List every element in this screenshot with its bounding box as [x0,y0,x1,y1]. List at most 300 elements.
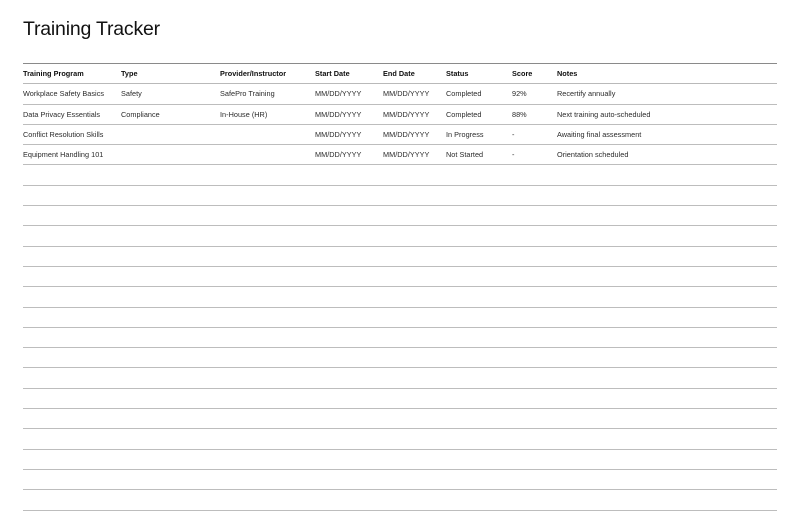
column-header-status[interactable] [446,64,512,84]
empty-cell-provider[interactable] [220,429,315,449]
empty-cell-type[interactable] [121,348,220,368]
empty-cell-provider[interactable] [220,226,315,246]
column-header-label: Start Date [315,69,350,78]
empty-table-row[interactable] [23,368,777,388]
cell-text: SafePro Training [220,89,275,99]
cell-text [383,490,446,509]
empty-cell-end[interactable] [383,449,446,469]
cell-text [383,409,446,428]
empty-cell-start[interactable] [315,246,383,266]
cell-text [220,165,315,184]
cell-text [220,247,315,266]
cell-text [220,308,315,327]
cell-text [446,490,512,509]
cell-text [220,328,315,347]
cell-text [512,186,557,205]
empty-cell-status[interactable] [446,368,512,388]
empty-cell-type[interactable] [121,368,220,388]
empty-table-row[interactable] [23,388,777,408]
empty-cell-type[interactable] [121,490,220,510]
cell-text [23,409,121,428]
empty-table-row[interactable] [23,490,777,510]
empty-cell-type[interactable] [121,246,220,266]
empty-cell-type[interactable] [121,307,220,327]
empty-cell-notes[interactable] [557,429,777,449]
table-row[interactable] [23,84,777,104]
empty-cell-start[interactable] [315,490,383,510]
empty-cell-type[interactable] [121,409,220,429]
cell-program[interactable] [23,84,121,104]
empty-cell-status[interactable] [446,388,512,408]
empty-table-row[interactable] [23,226,777,246]
empty-cell-score[interactable] [512,368,557,388]
empty-cell-score[interactable] [512,449,557,469]
cell-end[interactable] [383,124,446,144]
empty-cell-status[interactable] [446,246,512,266]
cell-text [446,348,512,367]
column-header-end-date[interactable] [383,64,446,84]
cell-notes[interactable] [557,84,777,104]
cell-start[interactable] [315,104,383,124]
empty-cell-start[interactable] [315,469,383,489]
cell-text [383,186,446,205]
empty-cell-program[interactable] [23,165,121,185]
empty-cell-type[interactable] [121,449,220,469]
empty-cell-start[interactable] [315,409,383,429]
empty-cell-program[interactable] [23,429,121,449]
cell-text [446,287,512,306]
empty-table-row[interactable] [23,429,777,449]
cell-text [446,328,512,347]
empty-cell-program[interactable] [23,469,121,489]
empty-cell-end[interactable] [383,490,446,510]
cell-text [383,348,446,367]
empty-cell-notes[interactable] [557,368,777,388]
empty-cell-provider[interactable] [220,266,315,286]
empty-cell-notes[interactable] [557,348,777,368]
cell-text [512,226,557,245]
empty-cell-score[interactable] [512,429,557,449]
empty-cell-end[interactable] [383,287,446,307]
cell-start[interactable] [315,84,383,104]
cell-notes[interactable] [557,124,777,144]
cell-text [23,328,121,347]
cell-type[interactable] [121,145,220,165]
empty-cell-score[interactable] [512,287,557,307]
empty-cell-start[interactable] [315,206,383,226]
empty-cell-program[interactable] [23,348,121,368]
empty-cell-notes[interactable] [557,246,777,266]
cell-end[interactable] [383,84,446,104]
cell-text [220,267,315,286]
empty-cell-program[interactable] [23,449,121,469]
table-header [23,64,777,84]
cell-start[interactable] [315,124,383,144]
cell-text [512,490,557,509]
cell-start[interactable] [315,145,383,165]
cell-text [121,389,220,408]
empty-cell-score[interactable] [512,226,557,246]
cell-text [512,450,557,469]
empty-cell-program[interactable] [23,388,121,408]
empty-cell-status[interactable] [446,185,512,205]
empty-cell-provider[interactable] [220,388,315,408]
empty-table-row[interactable] [23,206,777,226]
empty-table-row[interactable] [23,165,777,185]
cell-text [557,287,777,306]
column-header-notes[interactable] [557,64,777,84]
cell-text [446,470,512,489]
empty-cell-program[interactable] [23,226,121,246]
cell-text [383,247,446,266]
cell-text [557,470,777,489]
empty-cell-status[interactable] [446,266,512,286]
column-header-score[interactable] [512,64,557,84]
empty-cell-start[interactable] [315,348,383,368]
cell-text: 92% [512,89,527,99]
empty-table-row[interactable] [23,348,777,368]
cell-text [512,308,557,327]
empty-cell-start[interactable] [315,327,383,347]
cell-text [220,368,315,387]
cell-text: In-House (HR) [220,109,268,119]
column-header-type[interactable] [121,64,220,84]
cell-text [512,368,557,387]
empty-cell-notes[interactable] [557,449,777,469]
empty-table-row[interactable] [23,409,777,429]
cell-text [557,308,777,327]
empty-cell-status[interactable] [446,307,512,327]
empty-cell-start[interactable] [315,165,383,185]
empty-cell-provider[interactable] [220,165,315,185]
column-header-training-program[interactable] [23,64,121,84]
cell-text [121,226,220,245]
empty-cell-status[interactable] [446,287,512,307]
cell-text [557,165,777,184]
cell-notes[interactable] [557,104,777,124]
table-body [23,84,777,510]
cell-text: MM/DD/YYYY [383,150,430,160]
empty-cell-status[interactable] [446,469,512,489]
empty-cell-provider[interactable] [220,449,315,469]
cell-text: MM/DD/YYYY [383,109,430,119]
empty-cell-start[interactable] [315,388,383,408]
empty-table-row[interactable] [23,307,777,327]
cell-provider[interactable] [220,104,315,124]
cell-text [121,186,220,205]
empty-cell-start[interactable] [315,185,383,205]
empty-table-row[interactable] [23,266,777,286]
empty-cell-notes[interactable] [557,307,777,327]
empty-cell-notes[interactable] [557,327,777,347]
empty-cell-type[interactable] [121,266,220,286]
empty-cell-notes[interactable] [557,469,777,489]
empty-cell-score[interactable] [512,409,557,429]
cell-text: MM/DD/YYYY [315,109,362,119]
empty-cell-end[interactable] [383,409,446,429]
column-header-label: Status [446,69,469,78]
empty-cell-start[interactable] [315,266,383,286]
empty-cell-end[interactable] [383,348,446,368]
empty-cell-program[interactable] [23,185,121,205]
empty-cell-status[interactable] [446,206,512,226]
cell-text [557,186,777,205]
empty-cell-program[interactable] [23,287,121,307]
empty-cell-score[interactable] [512,388,557,408]
empty-cell-status[interactable] [446,348,512,368]
cell-score[interactable] [512,145,557,165]
cell-type[interactable] [121,124,220,144]
column-header-start-date[interactable] [315,64,383,84]
empty-table-row[interactable] [23,287,777,307]
empty-cell-start[interactable] [315,226,383,246]
cell-text [23,308,121,327]
empty-cell-program[interactable] [23,266,121,286]
cell-text [220,206,315,225]
cell-text [121,247,220,266]
column-header-provider-instructor[interactable] [220,64,315,84]
empty-cell-start[interactable] [315,287,383,307]
empty-cell-provider[interactable] [220,307,315,327]
empty-cell-provider[interactable] [220,368,315,388]
cell-program[interactable] [23,124,121,144]
empty-cell-provider[interactable] [220,246,315,266]
cell-text [315,368,383,387]
cell-text [446,450,512,469]
empty-table-row[interactable] [23,449,777,469]
cell-type[interactable] [121,104,220,124]
empty-cell-program[interactable] [23,368,121,388]
empty-cell-status[interactable] [446,226,512,246]
empty-cell-score[interactable] [512,165,557,185]
empty-cell-type[interactable] [121,388,220,408]
empty-cell-provider[interactable] [220,490,315,510]
empty-table-row[interactable] [23,327,777,347]
cell-text [315,450,383,469]
cell-text: Equipment Handling 101 [23,150,104,160]
table-row[interactable] [23,104,777,124]
cell-end[interactable] [383,145,446,165]
cell-text [512,429,557,448]
cell-text: Completed [446,109,482,119]
empty-cell-notes[interactable] [557,206,777,226]
empty-cell-type[interactable] [121,469,220,489]
cell-text: In Progress [446,129,484,139]
cell-text [383,368,446,387]
cell-text [121,267,220,286]
cell-text [220,470,315,489]
cell-type[interactable] [121,84,220,104]
cell-text [220,287,315,306]
empty-cell-end[interactable] [383,429,446,449]
cell-text [23,348,121,367]
empty-cell-score[interactable] [512,206,557,226]
cell-text [23,287,121,306]
cell-status[interactable] [446,124,512,144]
table-row[interactable] [23,145,777,165]
empty-cell-type[interactable] [121,165,220,185]
cell-text [220,226,315,245]
empty-cell-provider[interactable] [220,287,315,307]
empty-cell-status[interactable] [446,429,512,449]
empty-cell-end[interactable] [383,246,446,266]
cell-text [557,247,777,266]
empty-cell-end[interactable] [383,388,446,408]
empty-cell-end[interactable] [383,469,446,489]
cell-text [512,247,557,266]
cell-text: - [512,129,515,139]
column-header-label: Provider/Instructor [220,69,287,78]
cell-text [121,450,220,469]
cell-text [383,450,446,469]
cell-text [315,186,383,205]
cell-text [557,450,777,469]
empty-cell-score[interactable] [512,185,557,205]
empty-cell-start[interactable] [315,429,383,449]
empty-cell-end[interactable] [383,368,446,388]
cell-score[interactable] [512,104,557,124]
cell-text [383,308,446,327]
cell-text [23,226,121,245]
cell-text: Next training auto-scheduled [557,109,651,119]
empty-cell-provider[interactable] [220,469,315,489]
column-header-label: Type [121,69,138,78]
empty-cell-status[interactable] [446,327,512,347]
table-header-row [23,64,777,84]
cell-text [557,226,777,245]
cell-text [383,389,446,408]
cell-text [23,368,121,387]
empty-cell-type[interactable] [121,226,220,246]
empty-cell-score[interactable] [512,307,557,327]
cell-text [446,206,512,225]
cell-provider[interactable] [220,124,315,144]
empty-cell-status[interactable] [446,165,512,185]
cell-text [512,389,557,408]
cell-text [383,165,446,184]
cell-provider[interactable] [220,84,315,104]
empty-cell-end[interactable] [383,165,446,185]
cell-status[interactable] [446,104,512,124]
empty-cell-score[interactable] [512,327,557,347]
empty-cell-end[interactable] [383,266,446,286]
empty-cell-status[interactable] [446,449,512,469]
empty-cell-end[interactable] [383,185,446,205]
cell-program[interactable] [23,104,121,124]
empty-table-row[interactable] [23,185,777,205]
empty-cell-type[interactable] [121,287,220,307]
empty-cell-end[interactable] [383,206,446,226]
cell-text [383,328,446,347]
empty-cell-type[interactable] [121,429,220,449]
empty-cell-notes[interactable] [557,165,777,185]
cell-program[interactable] [23,145,121,165]
table-row[interactable] [23,124,777,144]
cell-text [383,206,446,225]
empty-cell-score[interactable] [512,469,557,489]
cell-text [220,389,315,408]
cell-text [315,328,383,347]
empty-cell-type[interactable] [121,185,220,205]
empty-cell-status[interactable] [446,409,512,429]
cell-text [23,490,121,509]
empty-cell-notes[interactable] [557,388,777,408]
empty-cell-provider[interactable] [220,348,315,368]
cell-text [220,490,315,509]
cell-text [446,308,512,327]
empty-cell-provider[interactable] [220,185,315,205]
cell-text [121,368,220,387]
empty-cell-notes[interactable] [557,266,777,286]
cell-text [315,409,383,428]
cell-text [315,470,383,489]
empty-cell-score[interactable] [512,266,557,286]
cell-text [220,348,315,367]
cell-text [315,287,383,306]
empty-cell-notes[interactable] [557,185,777,205]
empty-cell-end[interactable] [383,307,446,327]
empty-cell-program[interactable] [23,206,121,226]
cell-text: Data Privacy Essentials [23,109,101,119]
cell-text [315,389,383,408]
empty-cell-program[interactable] [23,490,121,510]
empty-table-row[interactable] [23,469,777,489]
empty-cell-program[interactable] [23,246,121,266]
cell-text [383,470,446,489]
cell-text: Recertify annually [557,89,616,99]
empty-cell-start[interactable] [315,368,383,388]
cell-status[interactable] [446,145,512,165]
empty-cell-start[interactable] [315,307,383,327]
empty-cell-provider[interactable] [220,409,315,429]
empty-cell-type[interactable] [121,327,220,347]
empty-cell-program[interactable] [23,307,121,327]
cell-status[interactable] [446,84,512,104]
cell-text [121,429,220,448]
cell-text [383,226,446,245]
empty-cell-start[interactable] [315,449,383,469]
cell-end[interactable] [383,104,446,124]
empty-cell-notes[interactable] [557,409,777,429]
cell-notes[interactable] [557,145,777,165]
cell-text: MM/DD/YYYY [383,89,430,99]
empty-cell-provider[interactable] [220,327,315,347]
empty-cell-notes[interactable] [557,226,777,246]
empty-cell-score[interactable] [512,490,557,510]
empty-cell-score[interactable] [512,246,557,266]
cell-text [383,287,446,306]
empty-cell-end[interactable] [383,327,446,347]
empty-table-row[interactable] [23,246,777,266]
empty-cell-notes[interactable] [557,490,777,510]
empty-cell-type[interactable] [121,206,220,226]
empty-cell-score[interactable] [512,348,557,368]
cell-score[interactable] [512,84,557,104]
empty-cell-notes[interactable] [557,287,777,307]
cell-text [220,409,315,428]
cell-text [121,287,220,306]
empty-cell-program[interactable] [23,327,121,347]
empty-cell-provider[interactable] [220,206,315,226]
empty-cell-end[interactable] [383,226,446,246]
page-title: Training Tracker [23,18,160,40]
cell-score[interactable] [512,124,557,144]
cell-text [121,409,220,428]
empty-cell-status[interactable] [446,490,512,510]
cell-text [557,490,777,509]
empty-cell-program[interactable] [23,409,121,429]
cell-provider[interactable] [220,145,315,165]
